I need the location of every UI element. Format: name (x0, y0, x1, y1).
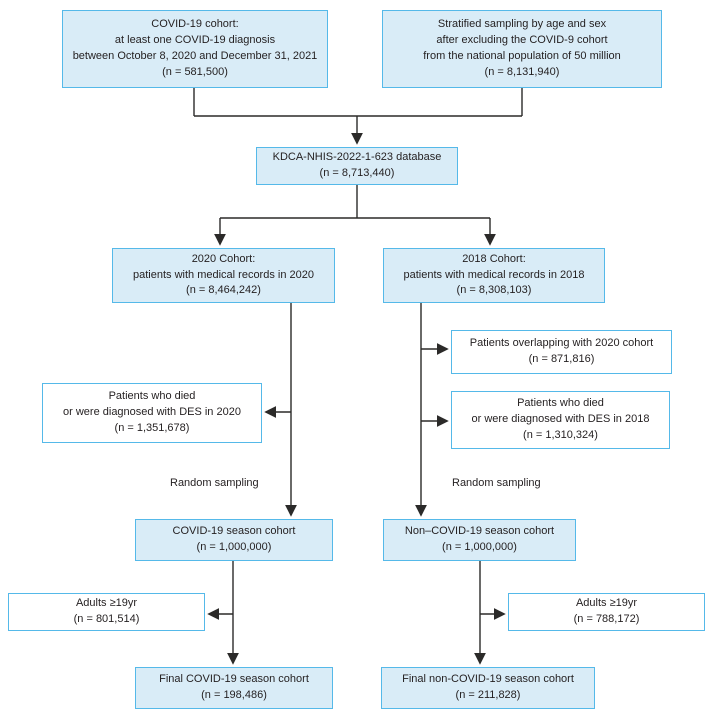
node-adults-non-covid (508, 593, 705, 631)
node-text-line: COVID-19 cohort: (151, 18, 239, 31)
node-database (256, 147, 458, 185)
node-text-line: between October 8, 2020 and December 31, 2021 (72, 50, 318, 62)
node-text-line: or were diagnosed with DES in 2018 (471, 413, 650, 426)
node-text-line: (n = 581,500) (162, 65, 228, 78)
node-died-des-2020 (42, 383, 262, 443)
node-text-line: Adults ≥19yr (75, 597, 138, 610)
node-2018-cohort (383, 248, 605, 303)
node-text-line: (n = 788,172) (573, 613, 640, 625)
node-text-line: (n = 1,351,678) (114, 421, 190, 434)
node-2020-cohort (112, 248, 335, 303)
node-text-line: Patients who died (517, 397, 604, 410)
node-text-line: from the national population of 50 million (423, 50, 621, 62)
node-text-line: (n = 871,816) (528, 353, 595, 365)
node-text-line: (n = 198,486) (201, 689, 267, 701)
node-text-line: (n = 8,131,940) (484, 65, 560, 78)
node-covid-cohort (62, 10, 328, 88)
node-text-line: 2018 Cohort: (462, 252, 526, 265)
node-text-line: (n = 8,308,103) (456, 284, 532, 297)
node-died-des-2018 (451, 391, 670, 449)
node-text-line: Patients overlapping with 2020 cohort (469, 337, 654, 350)
node-text-line: (n = 8,464,242) (186, 284, 261, 297)
node-text-line: (n = 1,000,000) (442, 541, 517, 553)
node-text-line: Non–COVID-19 season cohort (404, 525, 555, 538)
node-text-line: patients with medical records in 2018 (403, 268, 585, 281)
node-overlap-2020 (451, 330, 672, 374)
node-covid-season-cohort (135, 519, 333, 561)
node-text-line: Stratified sampling by age and sex (437, 18, 607, 31)
node-text-line: Adults ≥19yr (575, 597, 638, 610)
node-text-line: 2020 Cohort: (191, 252, 256, 265)
node-text-line: after excluding the COVID-9 cohort (436, 34, 608, 47)
random-sampling-label-left: Random sampling (170, 477, 259, 489)
node-non-covid-season-cohort (383, 519, 576, 561)
node-text-line: COVID-19 season cohort (172, 525, 296, 538)
node-text-line: or were diagnosed with DES in 2020 (63, 406, 241, 419)
random-sampling-label-right: Random sampling (452, 477, 541, 489)
node-text-line: (n = 1,310,324) (523, 428, 598, 441)
node-text-line: Patients who died (108, 390, 196, 403)
node-stratified-sampling (382, 10, 662, 88)
node-text-line: at least one COVID-19 diagnosis (114, 34, 276, 47)
node-text-line: patients with medical records in 2020 (133, 268, 314, 281)
node-final-non-covid-season (381, 667, 595, 709)
node-final-covid-season (135, 667, 333, 709)
node-text-line: (n = 211,828) (455, 689, 521, 701)
node-text-line: Final non-COVID-19 season cohort (402, 673, 574, 686)
node-text-line: Final COVID-19 season cohort (159, 673, 309, 686)
node-text-line: KDCA-NHIS-2022-1-623 database (272, 151, 442, 164)
node-text-line: (n = 1,000,000) (196, 541, 272, 553)
node-adults-covid (8, 593, 205, 631)
node-text-line: (n = 801,514) (73, 613, 140, 625)
node-text-line: (n = 8,713,440) (319, 167, 395, 179)
